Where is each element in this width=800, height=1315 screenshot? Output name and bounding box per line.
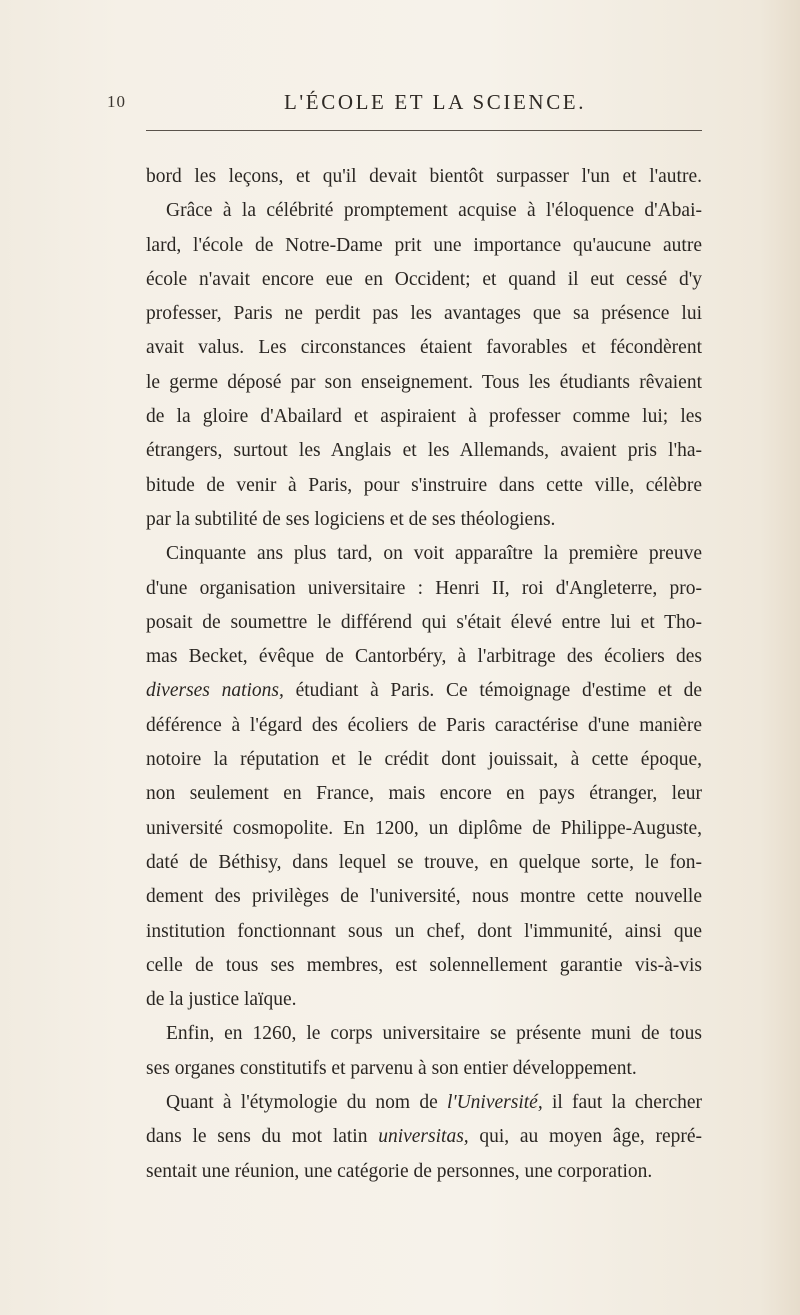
text-line xyxy=(146,160,702,194)
text-line xyxy=(146,331,702,365)
text-segment: qui, au moyen âge, repré- xyxy=(468,1126,702,1148)
text-line xyxy=(146,709,702,743)
text-segment: Grâce à la célébrité promptement acquise à l'éloquence d'Abai- xyxy=(166,200,702,222)
text-line xyxy=(146,263,702,297)
text-segment: de la justice laïque. xyxy=(146,989,297,1011)
text-segment: dans le sens du mot latin xyxy=(146,1126,379,1148)
text-line xyxy=(146,606,702,640)
text-line xyxy=(146,777,702,811)
italic-text: l'Université, xyxy=(447,1092,543,1114)
text-segment: Enfin, en 1260, le corps universitaire se présente muni de tous xyxy=(166,1023,702,1045)
text-segment: sentait une réunion, une catégorie de personnes, une corporation. xyxy=(146,1160,653,1182)
text-segment: avait valus. Les circonstances étaient favorables et fécondèrent xyxy=(146,337,702,359)
text-segment: non seulement en France, mais encore en pays étranger, leur xyxy=(146,783,702,805)
text-line xyxy=(146,1052,702,1086)
text-segment: institution fonctionnant sous un chef, dont l'immunité, ainsi que xyxy=(146,920,702,942)
running-title: L'ÉCOLE ET LA SCIENCE. xyxy=(284,90,587,114)
text-line xyxy=(146,434,702,468)
text-line xyxy=(146,572,702,606)
text-segment: déférence à l'égard des écoliers de Paris caractérise d'une manière xyxy=(146,714,702,736)
page-number: 10 xyxy=(107,92,126,111)
text-segment: d'une organisation universitaire : Henri II, roi d'Angleterre, pro- xyxy=(146,577,702,599)
body-text xyxy=(146,160,702,1189)
text-line xyxy=(146,812,702,846)
text-line xyxy=(146,949,702,983)
text-segment: école n'avait encore eue en Occident; et quand il eut cessé d'y xyxy=(146,268,702,290)
text-segment: ses organes constitutifs et parvenu à son entier développement. xyxy=(146,1057,637,1079)
text-segment: Cinquante ans plus tard, on voit apparaître la première preuve xyxy=(166,543,702,565)
text-line xyxy=(146,1155,702,1189)
text-segment: bord les leçons, et qu'il devait bientôt surpasser l'un et l'autre. xyxy=(146,166,702,187)
text-line xyxy=(146,537,702,571)
text-segment: daté de Béthisy, dans lequel se trouve, en quelque sorte, le fon- xyxy=(146,851,702,873)
text-segment: université cosmopolite. En 1200, un diplôme de Philippe-Auguste, xyxy=(146,817,702,839)
text-line xyxy=(146,297,702,331)
text-line xyxy=(146,503,702,537)
text-segment: de la gloire d'Abailard et aspiraient à professer comme lui; les xyxy=(146,406,702,428)
text-segment: bitude de venir à Paris, pour s'instruire dans cette ville, célèbre xyxy=(146,474,702,496)
text-line xyxy=(146,846,702,880)
text-line xyxy=(146,983,702,1017)
text-line xyxy=(146,880,702,914)
text-segment: il faut la chercher xyxy=(542,1092,702,1114)
italic-text: universitas, xyxy=(378,1126,469,1148)
text-segment: dement des privilèges de l'université, nous montre cette nouvelle xyxy=(146,886,702,908)
text-segment: étrangers, surtout les Anglais et les Allemands, avaient pris l'ha- xyxy=(146,440,702,462)
text-line xyxy=(146,400,702,434)
text-line xyxy=(146,1086,702,1120)
text-segment: celle de tous ses membres, est solennellement garantie vis-à-vis xyxy=(146,954,702,976)
text-line xyxy=(146,469,702,503)
italic-text: diverses nations, xyxy=(146,680,284,702)
text-segment: lard, l'école de Notre-Dame prit une importance qu'aucune autre xyxy=(146,234,702,256)
text-segment: posait de soumettre le différend qui s'était élevé entre lui et Tho- xyxy=(146,611,702,633)
page-header xyxy=(0,92,800,122)
text-line xyxy=(146,194,702,228)
text-segment: Quant à l'étymologie du nom de xyxy=(166,1092,447,1114)
text-line xyxy=(146,915,702,949)
text-line xyxy=(146,1120,702,1154)
text-segment: le germe déposé par son enseignement. Tous les étudiants rêvaient xyxy=(146,371,702,393)
text-segment: notoire la réputation et le crédit dont jouissait, à cette époque, xyxy=(146,749,702,771)
text-segment: mas Becket, évêque de Cantorbéry, à l'arbitrage des écoliers des xyxy=(146,646,702,668)
text-segment: étudiant à Paris. Ce témoignage d'estime et de xyxy=(283,680,702,702)
text-line xyxy=(146,229,702,263)
text-line xyxy=(146,743,702,777)
text-line xyxy=(146,674,702,708)
header-rule xyxy=(146,130,702,131)
text-line xyxy=(146,640,702,674)
text-segment: par la subtilité de ses logiciens et de ses théologiens. xyxy=(146,508,556,530)
text-segment: professer, Paris ne perdit pas les avantages que sa présence lui xyxy=(146,303,702,325)
text-line xyxy=(146,366,702,400)
text-line xyxy=(146,1017,702,1051)
